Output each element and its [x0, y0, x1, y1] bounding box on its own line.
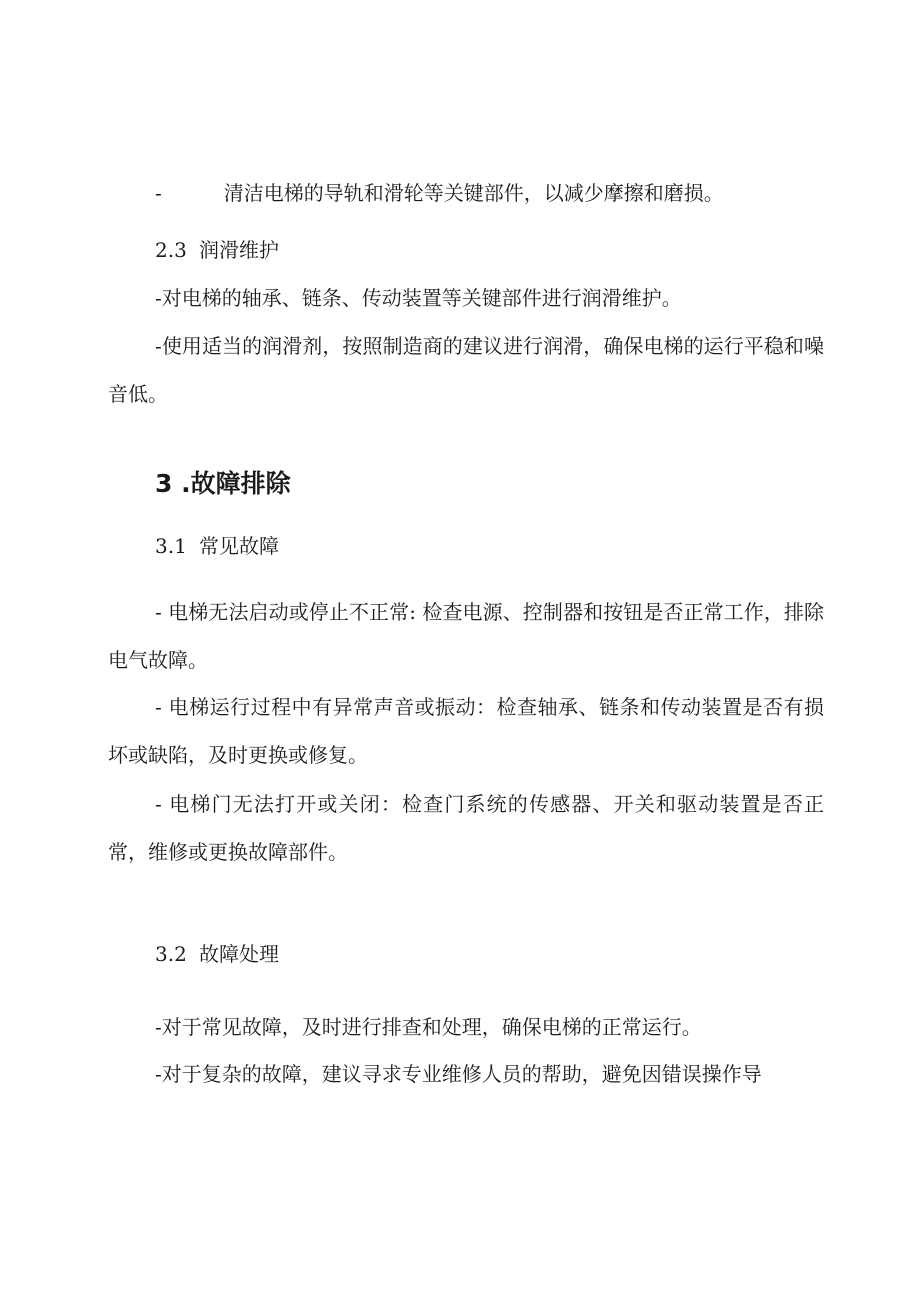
paragraph-handle-1: -对于常见故障，及时进行排查和处理，确保电梯的正常运行。: [155, 1015, 702, 1039]
chapter-3-heading: 3 .故障排除: [155, 469, 291, 498]
section-2-3-heading: [155, 238, 871, 262]
paragraph-handle-2: -对于复杂的故障，建议寻求专业维修人员的帮助，避免因错误操作导: [155, 1062, 762, 1086]
section-number: 3.2: [155, 942, 187, 966]
section-3-1-heading: [155, 534, 871, 558]
paragraph-lube-1: -对电梯的轴承、链条、传动装置等关键部件进行润滑维护。: [155, 286, 682, 310]
paragraph-fault-2: - 电梯运行过程中有异常声音或振动：检查轴承、链条和传动装置是否有损坏或缺陷，及时更换或修复。: [108, 695, 824, 767]
paragraph-fault-1: - 电梯无法启动或停止不正常: 检查电源、控制器和按钮是否正常工作，排除电气故障。: [108, 600, 824, 672]
section-title: 润滑维护: [199, 238, 279, 262]
paragraph-fault-3: - 电梯门无法打开或关闭：检查门系统的传感器、开关和驱动装置是否正常，维修或更换故障部件。: [108, 792, 824, 864]
bullet-clean-text: 清洁电梯的导轨和滑轮等关键部件，以减少摩擦和磨损。: [223, 181, 724, 205]
bullet-dash: -: [155, 181, 162, 205]
section-number: 3.1: [155, 534, 187, 558]
section-title: 常见故障: [199, 534, 279, 558]
section-title: 故障处理: [199, 942, 279, 966]
bullet-clean-line: [155, 181, 871, 205]
section-number: 2.3: [155, 238, 187, 262]
section-3-2-heading: [155, 942, 871, 966]
paragraph-lube-2: -使用适当的润滑剂，按照制造商的建议进行润滑，确保电梯的运行平稳和噪音低。: [108, 334, 824, 406]
